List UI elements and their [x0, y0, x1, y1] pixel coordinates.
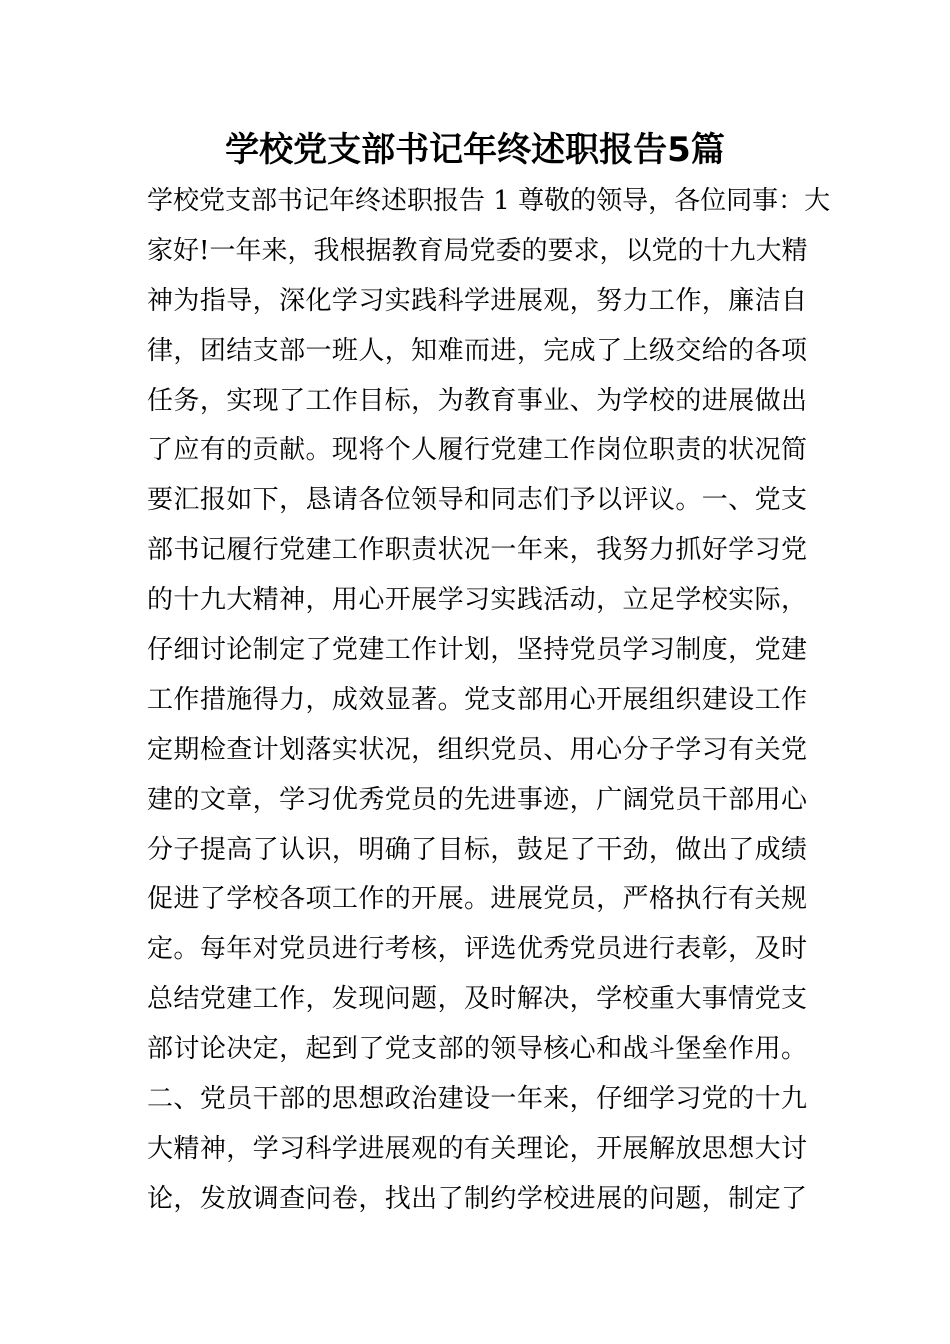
body-line: 分子提高了认识，明确了目标，鼓足了干劲，做出了成绩	[147, 834, 807, 865]
body-line: 工作措施得力，成效显著。党支部用心开展组织建设工作	[147, 684, 807, 715]
body-line: 的十九大精神，用心开展学习实践活动，立足学校实际，	[147, 585, 807, 616]
body-line: 要汇报如下，恳请各位领导和同志们予以评议。一、党支	[147, 485, 807, 516]
body-line: 促进了学校各项工作的开展。进展党员，严格执行有关规	[147, 884, 807, 915]
body-line: 部书记履行党建工作职责状况一年来，我努力抓好学习党	[147, 535, 807, 566]
body-line: 总结党建工作，发现问题，及时解决，学校重大事情党支	[147, 984, 807, 1015]
document-body	[147, 177, 831, 1225]
body-line: 建的文章，学习优秀党员的先进事迹，广阔党员干部用心	[147, 784, 807, 815]
body-line: 任务，实现了工作目标，为教育事业、为学校的进展做出	[147, 385, 807, 416]
body-line: 部讨论决定，起到了党支部的领导核心和战斗堡垒作用。	[147, 1034, 807, 1065]
body-line: 大精神，学习科学进展观的有关理论，开展解放思想大讨	[147, 1133, 807, 1164]
body-line: 定。每年对党员进行考核，评选优秀党员进行表彰，及时	[147, 934, 807, 965]
body-line: 律，团结支部一班人，知难而进，完成了上级交给的各项	[147, 335, 807, 366]
document-title: 学校党支部书记年终述职报告5篇	[225, 130, 725, 170]
body-line: 神为指导，深化学习实践科学进展观，努力工作，廉洁自	[147, 285, 807, 316]
body-line: 了应有的贡献。现将个人履行党建工作岗位职责的状况简	[147, 435, 807, 466]
body-line: 二、党员干部的思想政治建设一年来，仔细学习党的十九	[147, 1084, 807, 1115]
body-line: 学校党支部书记年终述职报告 1 尊敬的领导，各位同事：大	[147, 186, 831, 216]
body-line: 定期检查计划落实状况，组织党员、用心分子学习有关党	[147, 734, 807, 765]
body-line: 论，发放调查问卷，找出了制约学校进展的问题，制定了	[147, 1183, 807, 1214]
body-line: 仔细讨论制定了党建工作计划，坚持党员学习制度，党建	[147, 635, 807, 666]
body-line: 家好!一年来，我根据教育局党委的要求，以党的十九大精	[147, 235, 808, 266]
